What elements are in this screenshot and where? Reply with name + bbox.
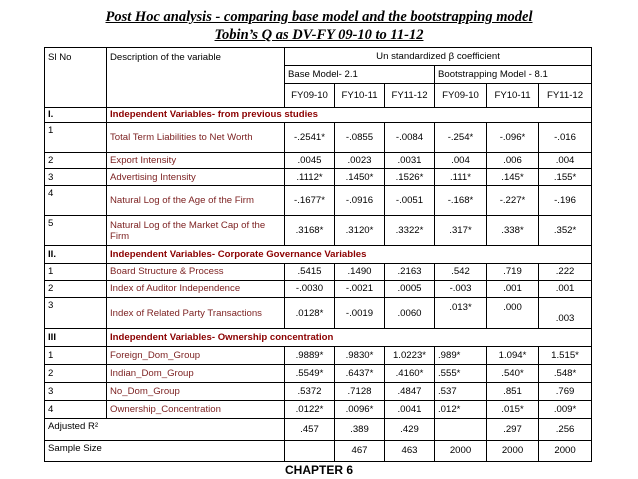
variable-description: Export Intensity bbox=[107, 153, 285, 169]
table-row bbox=[45, 382, 592, 400]
value-cell: -.254* bbox=[435, 122, 487, 152]
value-cell: .851 bbox=[487, 382, 539, 400]
section-title: Independent Variables- Ownership concentration bbox=[107, 329, 592, 346]
value-cell: 1.515* bbox=[539, 346, 592, 364]
value-cell: .769 bbox=[539, 382, 592, 400]
section-row bbox=[45, 107, 592, 122]
section-title: Independent Variables- Corporate Governance Variables bbox=[107, 246, 592, 263]
row-number: 1 bbox=[45, 346, 107, 364]
year-header: FY11-12 bbox=[539, 84, 592, 107]
year-header: FY10-11 bbox=[335, 84, 385, 107]
adjusted-r2-row bbox=[45, 419, 592, 440]
value-cell: .001 bbox=[487, 280, 539, 297]
value-cell: .004 bbox=[539, 153, 592, 169]
value-cell: -.016 bbox=[539, 122, 592, 152]
row-number: 4 bbox=[45, 185, 107, 215]
value-cell: .3168* bbox=[285, 215, 335, 245]
variable-description: Foreign_Dom_Group bbox=[107, 346, 285, 364]
value-cell: 1.0223* bbox=[385, 346, 435, 364]
value-cell: .015* bbox=[487, 401, 539, 419]
value-cell: .6437* bbox=[335, 364, 385, 382]
results-table bbox=[44, 47, 592, 462]
value-cell: .555* bbox=[435, 364, 487, 382]
value-cell: .004 bbox=[435, 153, 487, 169]
year-header: FY09-10 bbox=[285, 84, 335, 107]
table-row bbox=[45, 346, 592, 364]
year-header: FY09-10 bbox=[435, 84, 487, 107]
variable-description: Total Term Liabilities to Net Worth bbox=[107, 122, 285, 152]
section-number: II. bbox=[45, 246, 107, 263]
value-cell: .540* bbox=[487, 364, 539, 382]
variable-description: Ownership_Concentration bbox=[107, 401, 285, 419]
description-header: Description of the variable bbox=[107, 48, 285, 108]
value-cell: .719 bbox=[487, 263, 539, 280]
value-cell: .1490 bbox=[335, 263, 385, 280]
value-cell: -.096* bbox=[487, 122, 539, 152]
value-cell: .1526* bbox=[385, 169, 435, 185]
value-cell: .009* bbox=[539, 401, 592, 419]
value-cell: .0060 bbox=[385, 297, 435, 328]
value-cell: -.168* bbox=[435, 185, 487, 215]
table-row bbox=[45, 215, 592, 245]
adjusted-r2-label: Adjusted R² bbox=[45, 419, 285, 440]
variable-description: Index of Auditor Independence bbox=[107, 280, 285, 297]
row-number: 3 bbox=[45, 382, 107, 400]
value-cell: .338* bbox=[487, 215, 539, 245]
value-cell: .9889* bbox=[285, 346, 335, 364]
table-row bbox=[45, 297, 592, 328]
section-number: I. bbox=[45, 107, 107, 122]
value-cell: .989* bbox=[435, 346, 487, 364]
variable-description: No_Dom_Group bbox=[107, 382, 285, 400]
value-cell: .000 bbox=[503, 301, 522, 313]
value-cell: -.0021 bbox=[335, 280, 385, 297]
value-cell: .012* bbox=[435, 401, 487, 419]
value-cell: 2000 bbox=[539, 440, 592, 461]
sample-size-row bbox=[45, 440, 592, 461]
value-cell: -.0019 bbox=[335, 297, 385, 328]
value-cell: .003 bbox=[555, 312, 575, 324]
header-row-1 bbox=[45, 48, 592, 66]
section-row bbox=[45, 329, 592, 346]
table-row bbox=[45, 122, 592, 152]
value-cell: -.0051 bbox=[385, 185, 435, 215]
value-cell: .389 bbox=[335, 419, 385, 440]
value-cell: -.003 bbox=[435, 280, 487, 297]
value-cell: .2163 bbox=[385, 263, 435, 280]
value-cell: 2000 bbox=[487, 440, 539, 461]
row-number: 3 bbox=[45, 169, 107, 185]
row-number: 1 bbox=[45, 263, 107, 280]
value-cell: .457 bbox=[285, 419, 335, 440]
section-number: III bbox=[45, 329, 107, 346]
value-cell: .0096* bbox=[335, 401, 385, 419]
value-cell: -.227* bbox=[487, 185, 539, 215]
value-cell: .542 bbox=[435, 263, 487, 280]
value-cell: .3120* bbox=[335, 215, 385, 245]
row-number: 2 bbox=[45, 153, 107, 169]
variable-description: Indian_Dom_Group bbox=[107, 364, 285, 382]
value-cell: 467 bbox=[335, 440, 385, 461]
value-cell: .155* bbox=[539, 169, 592, 185]
value-cell: .5415 bbox=[285, 263, 335, 280]
value-cell: .317* bbox=[435, 215, 487, 245]
value-cell: .352* bbox=[539, 215, 592, 245]
year-header: FY10-11 bbox=[487, 84, 539, 107]
value-cell: .006 bbox=[487, 153, 539, 169]
value-cell: -.196 bbox=[539, 185, 592, 215]
table-row bbox=[45, 280, 592, 297]
row-number: 2 bbox=[45, 280, 107, 297]
value-cell: .4160* bbox=[385, 364, 435, 382]
value-cell: 463 bbox=[385, 440, 435, 461]
table-row bbox=[45, 169, 592, 185]
row-number: 3 bbox=[45, 297, 107, 328]
variable-description: Advertising Intensity bbox=[107, 169, 285, 185]
section-title: Independent Variables- from previous studies bbox=[107, 107, 592, 122]
value-cell: -.0916 bbox=[335, 185, 385, 215]
value-cell: .0005 bbox=[385, 280, 435, 297]
variable-description: Natural Log of the Market Cap of the Firm bbox=[107, 215, 285, 245]
chapter-label: CHAPTER 6 bbox=[284, 463, 353, 477]
value-cell: 1.094* bbox=[487, 346, 539, 364]
value-cell: .0031 bbox=[385, 153, 435, 169]
value-cell: .297 bbox=[487, 419, 539, 440]
value-cell: .7128 bbox=[335, 382, 385, 400]
value-cell: .0128* bbox=[285, 297, 335, 328]
value-cell: -.0084 bbox=[385, 122, 435, 152]
value-cell bbox=[285, 440, 335, 461]
value-cell: .0122* bbox=[285, 401, 335, 419]
value-cell: .0041 bbox=[385, 401, 435, 419]
value-cell: .5549* bbox=[285, 364, 335, 382]
value-cell: 2000 bbox=[435, 440, 487, 461]
value-cell: .013* bbox=[449, 301, 472, 313]
table-row bbox=[45, 364, 592, 382]
value-cell: -.0030 bbox=[285, 280, 335, 297]
value-cell bbox=[435, 419, 487, 440]
table-row bbox=[45, 263, 592, 280]
value-cell: .537 bbox=[435, 382, 487, 400]
value-cell: .001 bbox=[539, 280, 592, 297]
variable-description: Natural Log of the Age of the Firm bbox=[107, 185, 285, 215]
page-subtitle: Tobin’s Q as DV-FY 09-10 to 11-12 bbox=[214, 27, 424, 43]
value-cell: .222 bbox=[539, 263, 592, 280]
value-cell: .1112* bbox=[285, 169, 335, 185]
sl-no-header: Sl No bbox=[45, 48, 107, 108]
value-cell: .0045 bbox=[285, 153, 335, 169]
value-cell: .0023 bbox=[335, 153, 385, 169]
value-cell: -.2541* bbox=[285, 122, 335, 152]
value-cell: .145* bbox=[487, 169, 539, 185]
value-cell: -.1677* bbox=[285, 185, 335, 215]
section-row bbox=[45, 246, 592, 263]
coefficient-header: Un standardized β coefficient bbox=[285, 48, 592, 66]
value-cell: .1450* bbox=[335, 169, 385, 185]
value-cell: .9830* bbox=[335, 346, 385, 364]
value-cell: .4847 bbox=[385, 382, 435, 400]
row-number: 5 bbox=[45, 215, 107, 245]
row-number: 4 bbox=[45, 401, 107, 419]
value-cell: -.0855 bbox=[335, 122, 385, 152]
value-cell: .548* bbox=[539, 364, 592, 382]
table-row bbox=[45, 185, 592, 215]
base-model-header: Base Model- 2.1 bbox=[285, 66, 435, 84]
variable-description: Index of Related Party Transactions bbox=[107, 297, 285, 328]
table-row bbox=[45, 401, 592, 419]
boot-model-header: Bootstrapping Model - 8.1 bbox=[435, 66, 592, 84]
value-cell: .5372 bbox=[285, 382, 335, 400]
year-header: FY11-12 bbox=[385, 84, 435, 107]
sample-size-label: Sample Size bbox=[45, 440, 285, 461]
row-number: 1 bbox=[45, 122, 107, 152]
value-cell: .256 bbox=[539, 419, 592, 440]
value-cell: .111* bbox=[435, 169, 487, 185]
row-number: 2 bbox=[45, 364, 107, 382]
page-title: Post Hoc analysis - comparing base model and the bootstrapping model bbox=[105, 9, 533, 25]
value-cell: .429 bbox=[385, 419, 435, 440]
table-row bbox=[45, 153, 592, 169]
variable-description: Board Structure & Process bbox=[107, 263, 285, 280]
value-cell: .3322* bbox=[385, 215, 435, 245]
